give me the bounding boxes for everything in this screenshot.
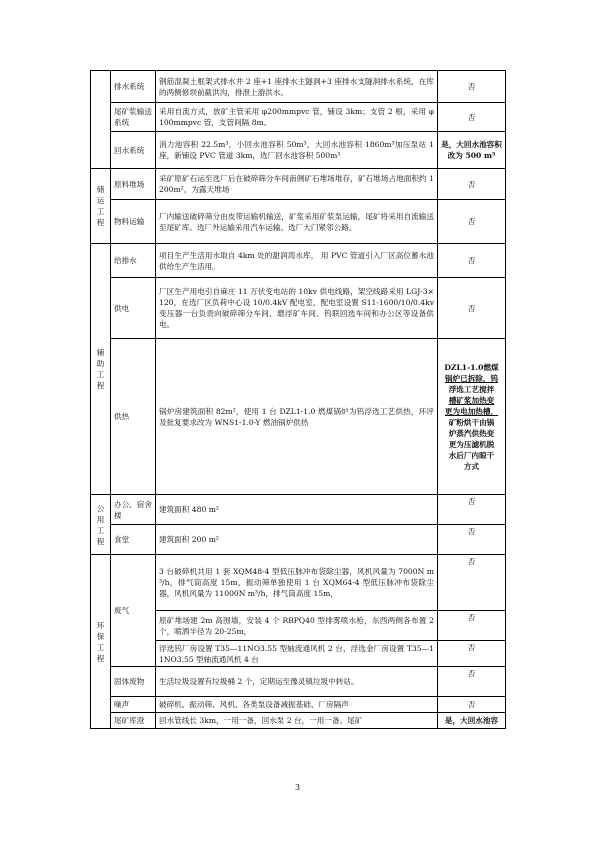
subitem-name: 排水系统 [111, 71, 156, 103]
change-line: 浮选工艺搅拌 [448, 384, 495, 394]
subitem-name: 噪声 [111, 697, 156, 713]
subitem-description: 锅炉房建筑面积 82m²，使用 1 台 DZL1-1.0 燃煤锅炉为钨浮选工艺供热，环评及批复要求改为 WNS1-1.0-Y 燃油锅炉供热 [156, 339, 438, 495]
change-status: 否 [438, 103, 506, 132]
change-line: DZL1-1.0燃煤 [444, 362, 499, 372]
category-storage: 储运工程 [91, 169, 111, 244]
subitem-name: 食堂 [111, 525, 156, 555]
table-row [91, 555, 506, 611]
table-row [91, 132, 506, 169]
change-status: 否 [438, 641, 506, 667]
subitem-description: 厂内输送破碎筛分由皮带运输机输送，矿浆采用矿浆泵运输，尾矿将采用自流输送至尾矿库。选厂外运输采用汽车运输。选厂大门紧邻公路。 [156, 200, 438, 244]
table-row [91, 169, 506, 200]
table-row [91, 71, 506, 103]
subitem-name: 尾矿库澄 [111, 713, 156, 729]
subitem-description: 钢筋混凝土框架式排水井 2 座+1 座排水主隧洞+3 座排水支隧洞排水系统，在库的两侧修坝前截洪沟，排泄上游洪水。 [156, 71, 438, 103]
change-status: 否 [438, 200, 506, 244]
table-row [91, 200, 506, 244]
change-line: 矿粉烘干由锅 [448, 417, 495, 427]
table-row [91, 244, 506, 278]
subitem-name: 供电 [111, 278, 156, 339]
change-status: 否 [438, 495, 506, 525]
table-row [91, 525, 506, 555]
table-row [91, 495, 506, 525]
subitem-name: 固体废物 [111, 667, 156, 697]
table-row [91, 339, 506, 495]
subitem-description: 生活垃圾设置有垃圾桶 2 个，定期运至豫灵镇垃圾中转站。 [156, 667, 438, 697]
subitem-name: 办公、宿舍楼 [111, 495, 156, 525]
change-line: 更为电加热槽， [444, 406, 499, 416]
change-status-detail [438, 339, 506, 495]
subitem-name: 废气 [111, 555, 156, 667]
subitem-description: 3 台破碎机共用 1 套 XQM48-4 型低压脉冲布袋除尘器，风机风量为 7000N m³/h，排气筒高度 15m，振动筛单独使用 1 台 XQM64-4 型低压脉冲布袋除尘器，风机风量为 11000N m³/h，排气筒高度 15m， [156, 555, 438, 611]
change-status: 是，大回水池容积改为 500 m³ [438, 132, 506, 169]
subitem-name: 给排水 [111, 244, 156, 278]
change-line: 炉蒸汽供热变 [448, 428, 495, 438]
change-line: 更为压滤机脱 [448, 439, 495, 449]
subitem-description: 破碎机、振动筛、风机、各类泵设备减振基础、厂房隔声 [156, 697, 438, 713]
subitem-description: 建筑面积 200 m² [156, 525, 438, 555]
project-composition-table [90, 70, 506, 729]
category-public: 公用工程 [91, 495, 111, 555]
subitem-description: 浮选钨厂房设置 T35—11NO3.55 型轴流通风机 2 台，浮选金厂房设置 T35—11NO3.55 型轴流通风机 4 台 [156, 641, 438, 667]
category-auxiliary: 辅助工程 [91, 244, 111, 495]
subitem-name: 供热 [111, 339, 156, 495]
subitem-description: 建筑面积 480 m² [156, 495, 438, 525]
table-row [91, 713, 506, 729]
change-status: 否 [438, 667, 506, 697]
change-status: 否 [438, 525, 506, 555]
subitem-description: 原矿堆场建 2m 高围墙，安装 4 个 RBPQ40 型排雾喷水枪，东西两侧各布置 2 个，喷洒半径为 20-25m， [156, 611, 438, 641]
change-line: 水后厂内晾干 [448, 450, 495, 460]
change-status: 否 [438, 697, 506, 713]
page-number: 3 [294, 783, 301, 792]
subitem-description: 厂区生产用电引自麻庄 11 万伏变电站的 10kv 供电线路，架空线路采用 LGJ-3×120，在选厂区负荷中心设 10/0.4kV 配电室，配电室设置 S11-1600/10/0.4kv 变压器一台负责向破碎筛分车间、磨浮矿车间、钨联回选车间和办公区等设备供电。 [156, 278, 438, 339]
table-row [91, 697, 506, 713]
change-status: 是，大回水池容 [438, 713, 506, 729]
subitem-name: 尾矿浆输送系统 [111, 103, 156, 132]
subitem-name: 回水系统 [111, 132, 156, 169]
table-row [91, 667, 506, 697]
subitem-description: 采矿原矿石运至选厂后在破碎筛分车间南侧矿石堆场堆存，矿石堆场占地面积约 1200m²，为露天堆场 [156, 169, 438, 200]
change-status: 否 [438, 244, 506, 278]
subitem-description: 回水管线长 3km，一用一备，回水泵 2 台，一用一备。尾矿 [156, 713, 438, 729]
subitem-name: 原料堆场 [111, 169, 156, 200]
change-line: 槽矿浆加热变 [448, 395, 495, 405]
subitem-description: 采用自流方式，放矿主管采用 φ200mmpvc 管，铺设 3km；支管 2 根，采用 φ100mmpvc 管，支管间隔 8m。 [156, 103, 438, 132]
change-status: 否 [438, 278, 506, 339]
category-environment: 环保工程 [91, 555, 111, 729]
change-line: 方式 [463, 461, 480, 471]
change-status: 否 [438, 169, 506, 200]
subitem-description: 项目生产生活用水取自 4km 处的甜润湾水库， 用 PVC 管道引入厂区高位蓄水池供给生产生活用。 [156, 244, 438, 278]
category-cell-main [91, 71, 111, 169]
table-row [91, 278, 506, 339]
change-status: 否 [438, 611, 506, 641]
subitem-name: 物料运输 [111, 200, 156, 244]
table-row [91, 103, 506, 132]
change-status: 否 [438, 555, 506, 611]
change-status: 否 [438, 71, 506, 103]
subitem-description: 消力池容积 22.5m³，小回水池容积 50m³，大回水池容积 1860m³加压泵站 1 座，新铺设 PVC 管道 3km，选厂回水池容积 500m³ [156, 132, 438, 169]
change-line: 锅炉已拆除，钨 [444, 373, 499, 383]
